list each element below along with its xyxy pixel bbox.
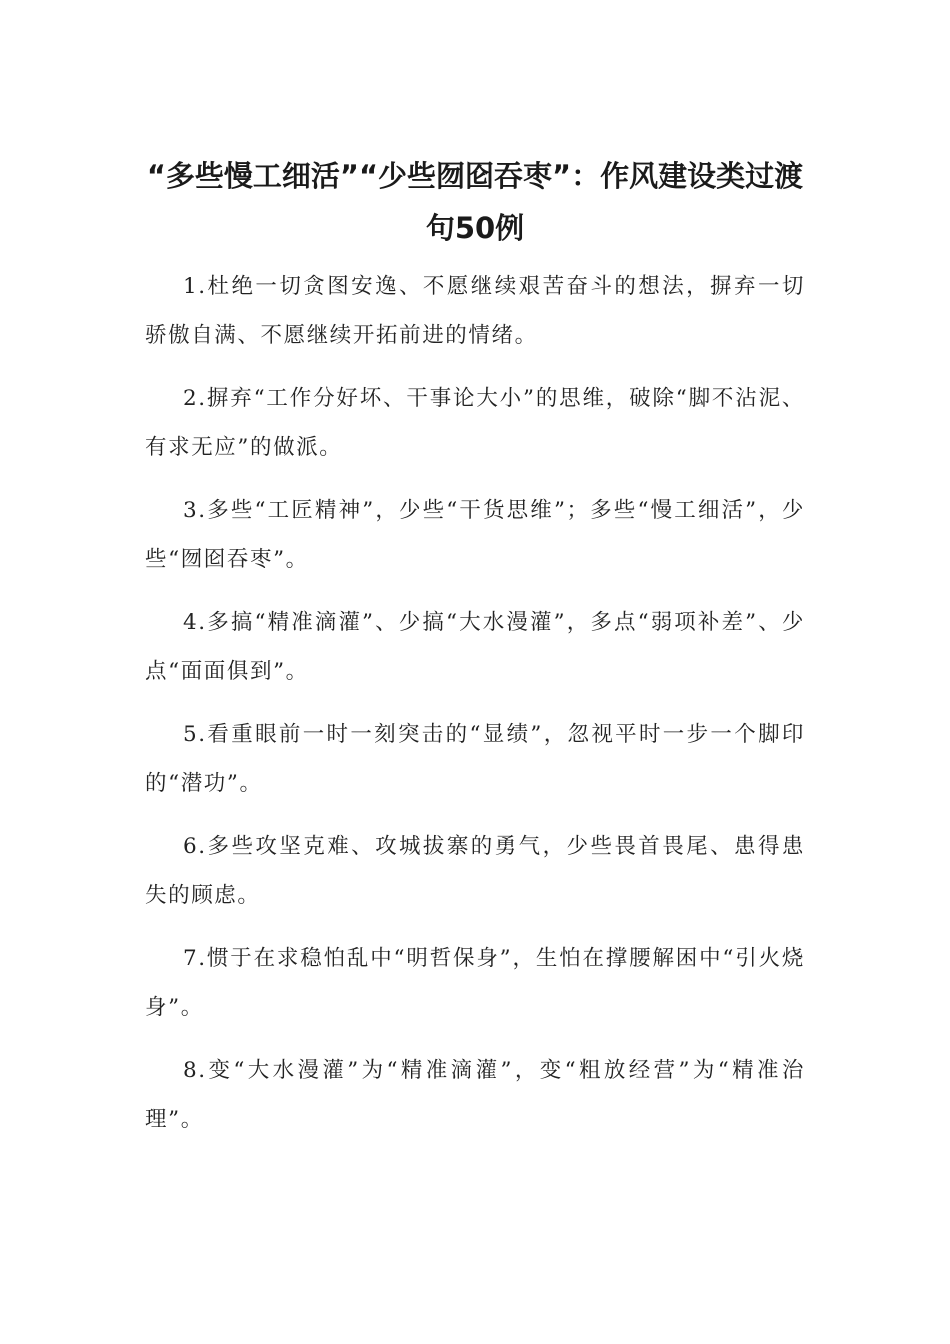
paragraph-2: 2.摒弃“工作分好坏、干事论大小”的思维，破除“脚不沾泥、有求无应”的做派。 — [145, 386, 805, 460]
document-body — [145, 262, 805, 1158]
paragraph-6: 6.多些攻坚克难、攻城拔寨的勇气，少些畏首畏尾、患得患失的顾虑。 — [145, 834, 805, 908]
paragraph-7: 7.惯于在求稳怕乱中“明哲保身”，生怕在撑腰解困中“引火烧身”。 — [145, 946, 805, 1020]
paragraph-4: 4.多搞“精准滴灌”、少搞“大水漫灌”，多点“弱项补差”、少点“面面俱到”。 — [145, 610, 805, 684]
document-title: “多些慢工细活”“少些囫囵吞枣”：作风建设类过渡句50例 — [146, 159, 804, 245]
paragraph-5: 5.看重眼前一时一刻突击的“显绩”，忽视平时一步一个脚印的“潜功”。 — [145, 722, 805, 796]
paragraph-3: 3.多些“工匠精神”，少些“干货思维”；多些“慢工细活”，少些“囫囵吞枣”。 — [145, 498, 805, 572]
paragraph-1: 1.杜绝一切贪图安逸、不愿继续艰苦奋斗的想法，摒弃一切骄傲自满、不愿继续开拓前进的情绪。 — [145, 274, 805, 348]
paragraph-8: 8.变“大水漫灌”为“精准滴灌”，变“粗放经营”为“精准治理”。 — [145, 1058, 805, 1132]
